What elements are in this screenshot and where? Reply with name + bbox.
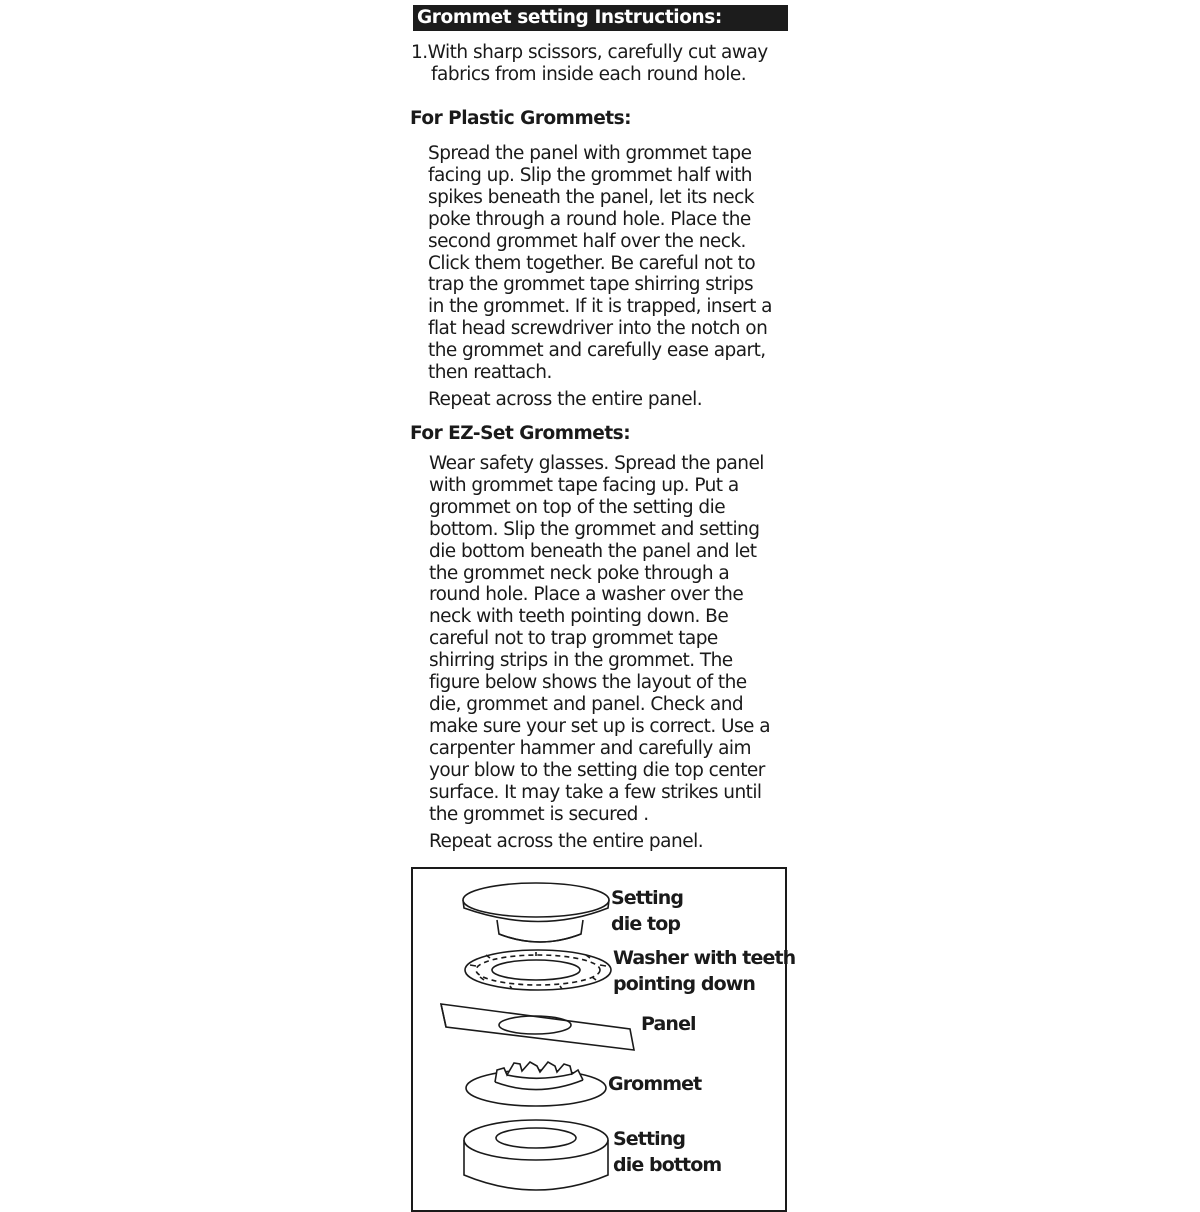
paragraph-line: second grommet half over the neck. [428,230,746,252]
step-1-number: 1. [411,42,428,63]
label-die-bottom-line-1: Setting [613,1128,686,1150]
paragraph-line: spikes beneath the panel, let its neck [428,186,754,208]
ezset-repeat-note: Repeat across the entire panel. [429,831,704,852]
instructions-title: Grommet setting Instructions: [413,5,788,31]
label-washer-line-1: Washer with teeth [613,947,796,969]
paragraph-line: die, grommet and panel. Check and [429,693,744,715]
plastic-grommets-heading: For Plastic Grommets: [410,108,632,129]
paragraph-line: poke through a round hole. Place the [428,208,751,230]
paragraph-line: make sure your set up is correct. Use a [429,715,771,737]
paragraph-line: trap the grommet tape shirring strips [428,274,754,296]
label-die-top-line-1: Setting [611,887,684,909]
paragraph-line: careful not to trap grommet tape [429,628,718,650]
paragraph-line: the grommet is secured . [429,803,649,825]
paragraph-line: Wear safety glasses. Spread the panel [429,453,764,474]
paragraph-line: figure below shows the layout of the [429,672,747,694]
paragraph-line: grommet on top of the setting die [429,496,726,518]
label-washer-line-2: pointing down [613,973,756,995]
label-die-top-line-2: die top [611,913,681,935]
paragraph-line: the grommet and carefully ease apart, [428,340,766,362]
ezset-grommets-heading: For EZ-Set Grommets: [410,423,631,444]
washer-illustration [465,950,611,990]
plastic-repeat-note: Repeat across the entire panel. [428,389,703,410]
die-bottom-illustration [464,1120,608,1190]
paragraph-line: flat head screwdriver into the notch on [428,318,768,340]
paragraph-line: the grommet neck poke through a [429,562,730,584]
paragraph-line: your blow to the setting die top center [429,759,765,781]
paragraph-line: surface. It may take a few strikes until [429,781,762,803]
paragraph-line: facing up. Slip the grommet half with [428,164,752,186]
label-grommet: Grommet [608,1073,702,1095]
paragraph-line: Click them together. Be careful not to [428,252,756,274]
paragraph-line: in the grommet. If it is trapped, insert a [428,296,772,318]
paragraph-line: with grommet tape facing up. Put a [429,474,739,496]
label-die-bottom-line-2: die bottom [613,1154,722,1176]
label-panel: Panel [641,1013,696,1035]
paragraph-line: neck with teeth pointing down. Be [429,606,729,628]
paragraph-line: die bottom beneath the panel and let [429,540,757,562]
panel-illustration [441,1004,634,1050]
paragraph-line: round hole. Place a washer over the [429,584,744,606]
paragraph-line: shirring strips in the grommet. The [429,650,733,672]
step-1-line-2: fabrics from inside each round hole. [431,64,747,85]
step-1-line-1: With sharp scissors, carefully cut away [427,42,768,63]
paragraph-line: then reattach. [428,362,552,384]
paragraph-line: Spread the panel with grommet tape [428,143,752,164]
paragraph-line: carpenter hammer and carefully aim [429,737,751,759]
die-top-illustration [463,883,609,942]
grommet-illustration [466,1062,606,1106]
paragraph-line: bottom. Slip the grommet and setting [429,518,760,540]
